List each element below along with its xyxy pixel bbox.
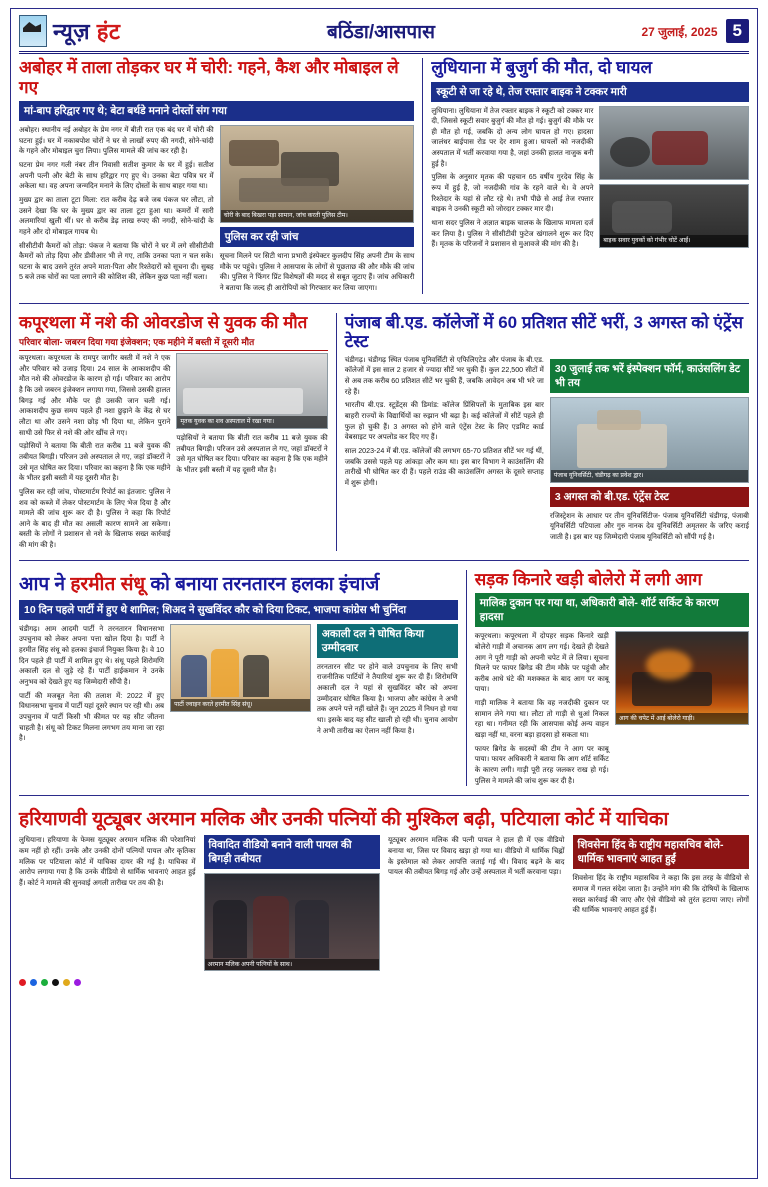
story7-text-col2	[388, 835, 565, 971]
story3-photo	[176, 353, 327, 429]
story6-headline: सड़क किनारे खड़ी बोलेरो में लगी आग	[474, 569, 702, 589]
story2-para2: पुलिस के अनुसार मृतक की पहचान 65 वर्षीय गुरदेव सिंह के रूप में हुई है, जो नजदीकी गांव के रहने वाले थे। वे अपने रिश्तेदार के यहां से लौट रहे थे। तभी पीछे से आई तेज रफ्तार बाइक ने उनकी स्कूटी को जोरदार टक्कर मार दी।	[431, 173, 594, 214]
story6-media-col	[615, 631, 749, 786]
masthead	[19, 15, 749, 54]
story7-para1: लुधियाना। हरियाणा के फेमस यूट्यूबर अरमान मलिक की परेशानियां कम नहीं हो रहीं। उनके और उनकी दोनों पत्नियों पायल और कृतिका मलिक पर पटियाला कोर्ट में याचिका दायर की गई है। याचिका में आरोप लगाया गया है कि उनके वीडियो से धार्मिक भावनाएं आहत हुई हैं। कोर्ट ने मामले की सुनवाई अगली तारीख पर तय की है।	[19, 836, 196, 887]
story2-photo-1	[599, 106, 749, 180]
page-border	[10, 8, 758, 1179]
story4-photo	[550, 397, 749, 483]
story3-para2: पड़ोसियों ने बताया कि बीती रात करीब 11 बजे युवक की तबीयत बिगड़ी। परिजन उसे अस्पताल ले गए, जहां डॉक्टरों ने उसे मृत घोषित कर दिया। परिवार का कहना है कि एक महीने के भीतर इसी बस्ती में यह दूसरी मौत है।	[19, 442, 171, 483]
story5-para3: तरनतारन सीट पर होने वाले उपचुनाव के लिए सभी राजनीतिक पार्टियों ने तैयारियां शुरू कर दी हैं। शिरोमणि अकाली दल ने यहां से सुखविंदर कौर को अपना उम्मीदवार घोषित किया है। भाजपा और कांग्रेस ने अभी तक अपने पत्ते नहीं खोले हैं। जून 2025 में निधन हो गया था। इसके बाद यह सीट खाली हो रही थी। चुनाव आयोग ने अभी तारीख का ऐलान नहीं किया है।	[316, 662, 458, 735]
story1-text-col1	[19, 125, 214, 294]
eagle-logo-icon	[19, 15, 47, 47]
story1-para3: मुख्य द्वार का ताला टूटा मिला: रात करीब देढ़ बजे जब पंकज घर लौटा, तो उसने देखा कि घर के मुख्य द्वार का ताला टूटा हुआ था। कमरों में सारी अलमारियां खुली थीं। घर से करीब डेढ़ लाख रुपए की नगदी, सोने-चांदी के गहने और दो मोबाइल गायब थे।	[19, 195, 214, 236]
story5-headline-pre: आप ने	[19, 573, 71, 595]
story2-subbar: स्कूटी से जा रहे थे, तेज रफ्तार बाइक ने टक्कर मारी	[431, 82, 749, 102]
masthead-right	[641, 19, 749, 43]
story3-text-col	[19, 353, 170, 551]
story-aap-harmeet-sandhu	[19, 570, 467, 787]
story2-para1: लुधियाना। लुधियाना में तेज रफ्तार बाइक ने स्कूटी को टक्कर मार दी, जिससे स्कूटी सवार बुजुर्ग की मौत हो गई। बुजुर्ग की मौके पर ही मौत हो गई, जबकि दो अन्य लोग घायल हो गए। हादसा जालंधर बाईपास रोड पर देर शाम हुआ। घायलों को नजदीकी अस्पताल में भर्ती करवाया गया है, जहां उनकी हालत नाजुक बनी हुई है।	[431, 106, 594, 168]
story3-para1: कपूरथला। कपूरथला के रामपुर जागीर बस्ती में नशे ने एक और परिवार को उजाड़ दिया। 24 साल के आकाशदीप की मौत नशे की ओवरडोज के कारण हो गई। परिवार का आरोप है कि उसे जबरन इंजेक्शन लगाया गया, जिससे उसकी हालत बिगड़ गई और मौके पर ही उसकी जान चली गई। आकाशदीप कुछ समय पहले ही नशा छुड़ाने के केंद्र से घर लौटा था और उसने नशा छोड़ भी दिया था, लेकिन पुराने साथी उसे फिर से नशे की ओर खींच ले गए।	[19, 354, 171, 437]
story1-media-col	[220, 125, 415, 294]
story7-subbar-1: विवादित वीडियो बनाने वाली पायल की बिगड़ी तबीयत	[204, 835, 381, 869]
story-ludhiana-accident	[431, 58, 749, 294]
story1-photo-caption: चोरी के बाद बिखरा पड़ा सामान, जांच करती पुलिस टीम।	[221, 210, 414, 222]
story4-para4: रजिस्ट्रेशन के आधार पर तीन यूनिवर्सिटीज- पंजाब यूनिवर्सिटी चंडीगढ़, पंजाबी यूनिवर्सिटी पटियाला और गुरु नानक देव यूनिवर्सिटी अमृतसर के जरिए कराई जाती है। इस बार यह जिम्मेदारी पंजाब यूनिवर्सिटी को सौंपी गई है।	[549, 511, 749, 542]
third-section	[19, 566, 749, 791]
story1-para1: अबोहर। स्थानीय नई अबोहर के प्रेम नगर में बीती रात एक बंद घर में चोरी की घटना हुई। घर में नकाबपोश चोरों ने घर से लाखों रुपए की नगदी, सोने-चांदी के गहने और मोबाइल चुरा लिया। पुलिस मामले की जांच कर रही है।	[19, 126, 214, 156]
story5-headline-highlight: हरमीत संधू	[70, 573, 146, 595]
story4-subbar: 30 जुलाई तक भरें इंस्पेक्शन फॉर्म, काउंसलिंग डेट भी तय	[550, 359, 749, 393]
story5-subbar: 10 दिन पहले पार्टी में हुए थे शामिल; शिअद ने सुखविंदर कौर को दिया टिकट, भाजपा कांग्रेस भी चुनिंदा	[19, 600, 458, 620]
story2-text-col	[431, 106, 593, 250]
story3-para3: पुलिस कर रही जांच, पोस्टमार्टम रिपोर्ट का इंतजार: पुलिस ने शव को कब्जे में लेकर पोस्टमार्टम के लिए भेज दिया है और मामले की जांच शुरू कर दी है। पुलिस ने कहा कि रिपोर्ट आने के बाद ही मौत का असली कारण सामने आ सकेगा। बस्ती के लोगों ने प्रशासन से नशे के खिलाफ सख्त कार्रवाई की मांग की है।	[19, 487, 171, 550]
story3-headline: कपूरथला में नशे की ओवरडोज से युवक की मौत	[19, 312, 308, 332]
story4-subhead2: 3 अगस्त को बी.एड. एंट्रेंस टेस्ट	[550, 487, 749, 507]
story1-photo	[220, 125, 415, 223]
story-armaan-malik	[19, 801, 749, 975]
story7-para2: यूट्यूबर अरमान मलिक की पत्नी पायल ने हाल ही में एक वीडियो बनाया था, जिस पर विवाद खड़ा हो गया था। वीडियो में धार्मिक चिह्नों के इस्तेमाल को लेकर आपत्ति जताई गई थी। विवाद बढ़ने के बाद पायल की तबीयत बिगड़ गई और उन्हें अस्पताल में भर्ती करवाना पड़ा।	[388, 836, 565, 877]
story4-para2: भारतीय बी.एड. स्टूडेंट्स की डिमांड: कॉलेज प्रिंसिपलों के मुताबिक इस बार बाहरी राज्यों के विद्यार्थियों का रुझान भी बढ़ा है। कई कॉलेजों में सीटें पहले ही फुल हो चुकी हैं। 3 अगस्त को होने वाले एंट्रेंस टेस्ट के लिए एडमिट कार्ड वेबसाइट पर अपलोड कर दिए गए हैं।	[344, 401, 544, 442]
story5-para1: चंडीगढ़। आम आदमी पार्टी ने तरनतारन विधानसभा उपचुनाव को लेकर अपना पत्ता खोल दिया है। पार्टी ने हरमीत सिंह संधू को हलका इंचार्ज नियुक्त किया है। वे 10 दिन पहले ही पार्टी में शामिल हुए थे। संधू पहले शिरोमणि अकाली दल से जुड़े रहे हैं। पार्टी हाईकमान ने उनके अनुभव को देखते हुए यह जिम्मेदारी सौंपी है।	[19, 624, 165, 686]
divider-3	[19, 795, 749, 796]
paper-name-part2: हंट	[96, 19, 121, 44]
story6-subbar: मालिक दुकान पर गया था, अधिकारी बोले- शॉर्ट सर्किट के कारण हादसा	[475, 593, 749, 627]
story7-subbar-2: शिवसेना हिंद के राष्ट्रीय महासचिव बोले- धार्मिक भावनाएं आहत हुईं	[573, 835, 750, 869]
story6-photo	[615, 631, 749, 725]
edition-title: बठिंडा/आसपास	[326, 22, 435, 43]
top-section	[19, 54, 749, 298]
story-kapurthala-overdose	[19, 313, 337, 551]
story5-text-col2	[317, 624, 458, 744]
story6-photo-caption: आग की चपेट में आई बोलेरो गाड़ी।	[616, 713, 748, 725]
story7-para3: शिवसेना हिंद के राष्ट्रीय महासचिव ने कहा कि इस तरह के वीडियो से समाज में गलत संदेश जाता है। उन्होंने मांग की कि दोषियों के खिलाफ सख्त कार्रवाई की जाए और ऐसे वीडियो को तुरंत हटाया जाए। लोगों की धार्मिक भावनाएं आहत हुई हैं।	[572, 874, 749, 915]
story7-photo	[204, 873, 381, 971]
story7-photo-caption: अरमान मलिक अपनी पत्नियों के साथ।	[205, 959, 380, 971]
story2-photo-caption: बाइक सवार युवकों को गंभीर चोटें आईं।	[600, 235, 748, 247]
story1-headline: अबोहर में ताला तोड़कर घर में चोरी: गहने, कैश और मोबाइल ले गए	[19, 58, 399, 97]
divider-2	[19, 560, 749, 561]
paper-name	[53, 16, 120, 46]
story-bed-colleges	[345, 313, 749, 551]
paper-name-part1: न्यूज़	[53, 19, 97, 44]
story3-kicker: परिवार बोला- जबरन दिया गया इंजेक्शन; एक महीने में बस्ती में दूसरी मौत	[19, 335, 328, 351]
story-abohar-theft	[19, 58, 423, 294]
story4-headline: पंजाब बी.एड. कॉलेजों में 60 प्रतिशत सीटें भरीं, 3 अगस्त को एंट्रेंस टेस्ट	[344, 312, 743, 352]
story6-para2: गाड़ी मालिक ने बताया कि वह नजदीकी दुकान पर सामान लेने गया था। लौटा तो गाड़ी से धुआं निकल रहा था। गनीमत रही कि आसपास कोई अन्य वाहन खड़ा नहीं था, वरना बड़ा हादसा हो सकता था।	[474, 699, 609, 740]
story4-media-col	[550, 355, 749, 543]
story6-para3: फायर ब्रिगेड के सदस्यों की टीम ने आग पर काबू पाया। फायर अधिकारी ने बताया कि आग शॉर्ट सर्किट के कारण लगी। गाड़ी पूरी तरह जलकर राख हो गई। पुलिस ने मामले की जांच शुरू कर दी है।	[474, 744, 609, 785]
story7-text-col3	[573, 835, 750, 971]
story5-photo	[170, 624, 311, 712]
story5-para2: पार्टी की मजबूत नेता की तलाश में: 2022 में हुए विधानसभा चुनाव में पार्टी यहां दूसरे स्थान पर रही थी। अब उपचुनाव में पार्टी किसी भी कीमत पर यह सीट जीतना चाहती है। संधू को टिकट मिलना लगभग तय माना जा रहा है।	[19, 691, 165, 743]
story4-para1: चंडीगढ़। चंडीगढ़ स्थित पंजाब यूनिवर्सिटी से एफिलिएटेड और पंजाब के बी.एड. कॉलेजों में इस साल 2 हजार से ज्यादा सीटें भर चुकी हैं। कुल 22,500 सीटों में से अब तक करीब 60 प्रतिशत सीटें भर चुकी हैं, जबकि आवेदन अब भी भरे जा रहे हैं।	[344, 355, 544, 396]
story2-para3: थाना सदर पुलिस ने अज्ञात बाइक चालक के खिलाफ मामला दर्ज कर लिया है। पुलिस ने सीसीटीवी फुटेज खंगालने शुरू कर दिए हैं। मृतक के परिजनों ने प्रशासन से मुआवजे की मांग की है।	[431, 218, 594, 249]
second-section	[19, 309, 749, 555]
story5-headline-post: को बनाया तरनतारन हलका इंचार्ज	[145, 573, 380, 595]
story5-subhead2: अकाली दल ने घोषित किया उम्मीदवार	[317, 624, 458, 658]
story3-photo-caption: मृतक युवक का शव अस्पताल में रखा गया।	[177, 416, 326, 428]
story4-photo-caption: पंजाब यूनिवर्सिटी, चंडीगढ़ का प्रवेश द्वार।	[551, 470, 748, 482]
story2-photo-2	[599, 184, 749, 248]
story1-subhead2: पुलिस कर रही जांच	[220, 227, 415, 247]
story7-media-col	[204, 835, 381, 971]
story4-text-col	[345, 355, 544, 543]
story1-para4: सीसीटीवी कैमरों को तोड़ा: पंकज ने बताया कि चोरों ने घर में लगे सीसीटीवी कैमरों को तोड़ दिया और डीवीआर भी ले गए, ताकि उनका पता न चल सके। घटना के बाद उसने तुरंत अपने माता-पिता और रिश्तेदारों को सूचना दी। सुबह 5 बजे तक चोरों का पता लगाने की कोशिश की, लेकिन कुछ पता नहीं चला।	[19, 241, 214, 282]
story7-headline: हरियाणवी यूट्यूबर अरमान मलिक और उनकी पत्नियों की मुश्किल बढ़ी, पटियाला कोर्ट में याचिका	[19, 809, 669, 831]
story-bolero-fire	[475, 570, 749, 787]
story3-media-col	[176, 353, 327, 551]
divider-1	[19, 303, 749, 304]
story4-para3: साल 2023-24 में बी.एड. कॉलेजों की लगभग 65-70 प्रतिशत सीटें भर गई थीं, जबकि उससे पहले यह आंकड़ा और कम था। इस बार विभाग ने काउंसलिंग की तारीखें भी घोषित कर दी हैं। पहले राउंड की काउंसलिंग अगस्त के दूसरे सप्ताह में शुरू होगी।	[344, 446, 544, 487]
story1-para5: सूचना मिलने पर सिटी थाना प्रभारी इंस्पेक्टर कुलदीप सिंह अपनी टीम के साथ मौके पर पहुंचे। पुलिस ने आसपास के लोगों से पूछताछ की और मौके की जांच की। पुलिस ने फिंगर प्रिंट विशेषज्ञों की मदद से सबूत जुटाए हैं। जांच अधिकारी ने बताया कि जल्द ही आरोपियों को गिरफ्तार कर लिया जाएगा।	[219, 252, 415, 293]
story5-text-col1	[19, 624, 164, 744]
story1-para2: घटना प्रेम नगर गली नंबर तीन निवासी सतीश कुमार के घर में हुई। सतीश अपनी पत्नी और बेटी के साथ हरिद्वार गए हुए थे। उनका बेटा पवित्र घर में अकेला था। वह अपना जन्मदिन मनाने के लिए दोस्तों के साथ बाहर गया था।	[19, 161, 214, 191]
story1-subbar: मां-बाप हरिद्वार गए थे; बेटा बर्थडे मनाने दोस्तों संग गया	[19, 101, 414, 121]
color-registration-marks	[19, 975, 749, 986]
story6-para1: कपूरथला। कपूरथला में दोपहर सड़क किनारे खड़ी बोलेरो गाड़ी में अचानक आग लग गई। देखते ही देखते आग ने पूरी गाड़ी को अपनी चपेट में ले लिया। सूचना मिलने पर फायर ब्रिगेड की टीम मौके पर पहुंची और करीब आधे घंटे की मशक्कत के बाद आग पर काबू पाया।	[474, 632, 609, 694]
story2-media-col	[599, 106, 749, 250]
story2-headline: लुधियाना में बुजुर्ग की मौत, दो घायल	[431, 58, 652, 77]
story3-para2-dup: पड़ोसियों ने बताया कि बीती रात करीब 11 बजे युवक की तबीयत बिगड़ी। परिजन उसे अस्पताल ले गए, जहां डॉक्टरों ने उसे मृत घोषित कर दिया। परिवार का कहना है कि एक महीने के भीतर इसी बस्ती में यह दूसरी मौत है।	[176, 434, 328, 475]
story5-headline	[19, 570, 458, 596]
story7-text-col1	[19, 835, 196, 971]
story6-text-col	[475, 631, 609, 786]
masthead-left	[19, 15, 120, 47]
story5-media-col	[170, 624, 311, 744]
page-number: 5	[726, 19, 749, 43]
issue-date: 27 जुलाई, 2025	[641, 24, 718, 39]
story5-photo-caption: पार्टी ज्वाइन करते हरमीत सिंह संधू।	[171, 699, 310, 711]
